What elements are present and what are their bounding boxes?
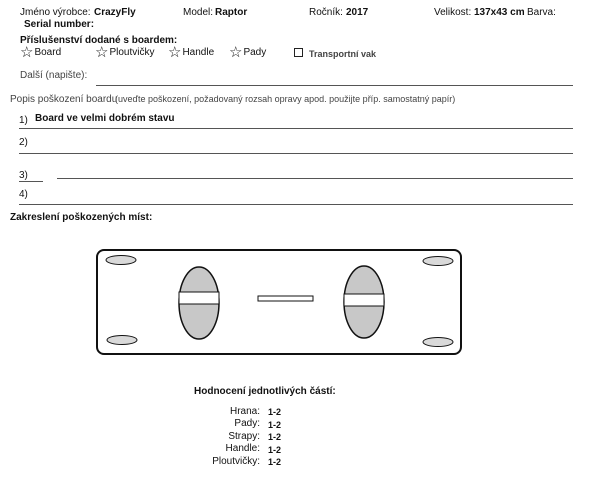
insert-bottom-left [107,336,137,345]
rating-value: 1-2 [268,445,282,455]
serial-label: Serial number: [24,19,95,30]
rating-value: 1-2 [268,420,282,430]
size-value: 137x43 cm [474,7,525,18]
year-label: Ročník: [309,7,343,18]
star-icon: ☆ [168,44,182,61]
pad-left [179,267,219,339]
manufacturer-value: CrazyFly [94,7,136,18]
accessory-handle: ☆Handle [168,44,215,61]
damage-hint: (uveďte poškození, požadovaný rozsah opravy apod. použijte příp. samostatný papír) [115,94,456,104]
model-value: Raptor [215,7,248,18]
damage-line-number: 1) [19,115,28,126]
rating-label: Handle: [225,443,260,454]
handle-shape [258,296,313,301]
accessory-board: ☆Board [20,44,62,61]
year-value: 2017 [346,7,369,18]
transport-bag-label: Transportní vak [309,49,377,59]
damage-line-4[interactable] [19,204,573,205]
damage-line-3[interactable] [57,178,573,179]
other-line[interactable] [96,85,573,86]
rating-label: Hrana: [229,406,260,417]
other-label: Další (napište): [20,70,88,81]
accessory-fins: ☆Ploutvičky [95,44,155,61]
damage-line-number: 3) [19,170,28,181]
strap-right [344,294,384,306]
damage-line-2[interactable] [19,153,573,154]
accessories-title: Příslušenství dodané s boardem: [20,35,178,46]
pad-right [344,266,384,338]
insert-bottom-right [423,338,453,347]
insert-top-right [423,257,453,266]
manufacturer-label: Jméno výrobce: [20,7,91,18]
damage-line-3-short [19,181,43,182]
rating-value: 1-2 [268,432,282,442]
board-outline [97,250,461,354]
rating-value: 1-2 [268,457,282,467]
rating-value: 1-2 [268,407,282,417]
size-label: Velikost: [434,7,472,18]
damage-line-1[interactable] [19,128,573,129]
color-label: Barva: [527,7,556,18]
ratings-title: Hodnocení jednotlivých částí: [194,386,336,397]
star-icon: ☆ [95,44,109,61]
rating-label: Ploutvičky: [212,456,260,467]
damage-title: Popis poškození boardu [10,94,118,105]
accessory-pads: ☆Pady [229,44,267,61]
transport-bag-checkbox[interactable] [294,48,303,57]
damage-line-number: 4) [19,189,28,200]
strap-left [179,292,219,304]
model-label: Model: [183,7,214,18]
rating-label: Strapy: [228,431,260,442]
insert-top-left [106,256,136,265]
star-icon: ☆ [20,44,34,61]
rating-label: Pady: [234,418,260,429]
star-icon: ☆ [229,44,243,61]
drawing-title: Zakreslení poškozených míst: [10,212,153,223]
damage-line-text: Board ve velmi dobrém stavu [35,113,175,124]
damage-line-number: 2) [19,137,28,148]
